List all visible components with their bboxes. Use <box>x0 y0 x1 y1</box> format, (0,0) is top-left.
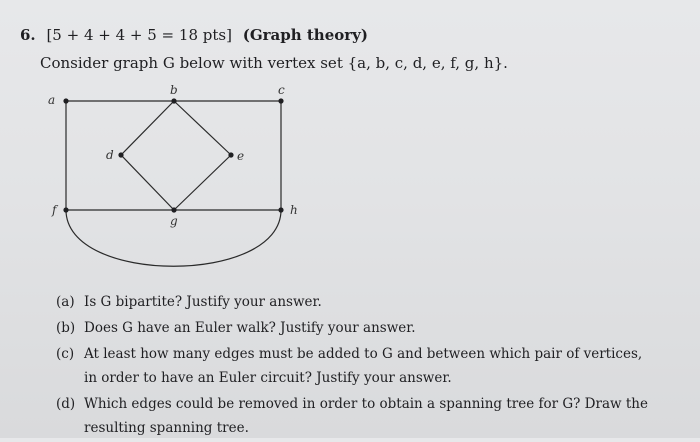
question-item <box>56 342 656 390</box>
vertex-label-g: g <box>170 214 178 228</box>
vertex-label-a: a <box>48 93 56 107</box>
vertex-label-f: f <box>52 203 57 217</box>
vertex-label-d: d <box>106 148 114 162</box>
vertex-h <box>278 207 283 212</box>
question-item <box>56 392 656 440</box>
question-item <box>56 290 656 314</box>
vertex-c <box>278 98 283 103</box>
vertex-b <box>171 98 176 103</box>
question-text: At least how many edges must be added to G and between which pair of vertices, in order to have an Euler circuit? Justify your answer. <box>84 346 643 386</box>
vertex-label-c: c <box>278 83 285 97</box>
vertex-label-e: e <box>237 149 245 163</box>
problem-points: [5 + 4 + 4 + 5 = 18 pts] <box>46 26 232 44</box>
edge-g-b <box>174 155 231 210</box>
vertex-label-b: b <box>170 83 178 97</box>
question-list <box>56 290 656 442</box>
vertex-d <box>118 152 123 157</box>
question-label: (d) <box>56 396 76 412</box>
vertex-e <box>228 152 233 157</box>
vertex-label-h: h <box>290 203 298 217</box>
vertex-f <box>63 207 68 212</box>
problem-intro: Consider graph G below with vertex set {a, b, c, d, e, f, g, h}. <box>40 54 508 72</box>
edge-b-g-right <box>174 101 231 155</box>
edge-d-g <box>121 155 174 210</box>
question-text: Is G bipartite? Justify your answer. <box>84 294 322 310</box>
problem-number: 6. <box>20 26 36 44</box>
question-text: Does G have an Euler walk? Justify your answer. <box>84 320 416 336</box>
question-text: Which edges could be removed in order to obtain a spanning tree for G? Draw the resulting spanning tree. <box>84 396 648 436</box>
vertex-a <box>63 98 68 103</box>
question-label: (a) <box>56 294 75 310</box>
question-item <box>56 316 656 340</box>
problem-title: (Graph theory) <box>242 26 368 44</box>
vertex-g <box>171 207 176 212</box>
question-label: (c) <box>56 346 75 362</box>
edge-b-d <box>121 101 174 155</box>
question-label: (b) <box>56 320 76 336</box>
